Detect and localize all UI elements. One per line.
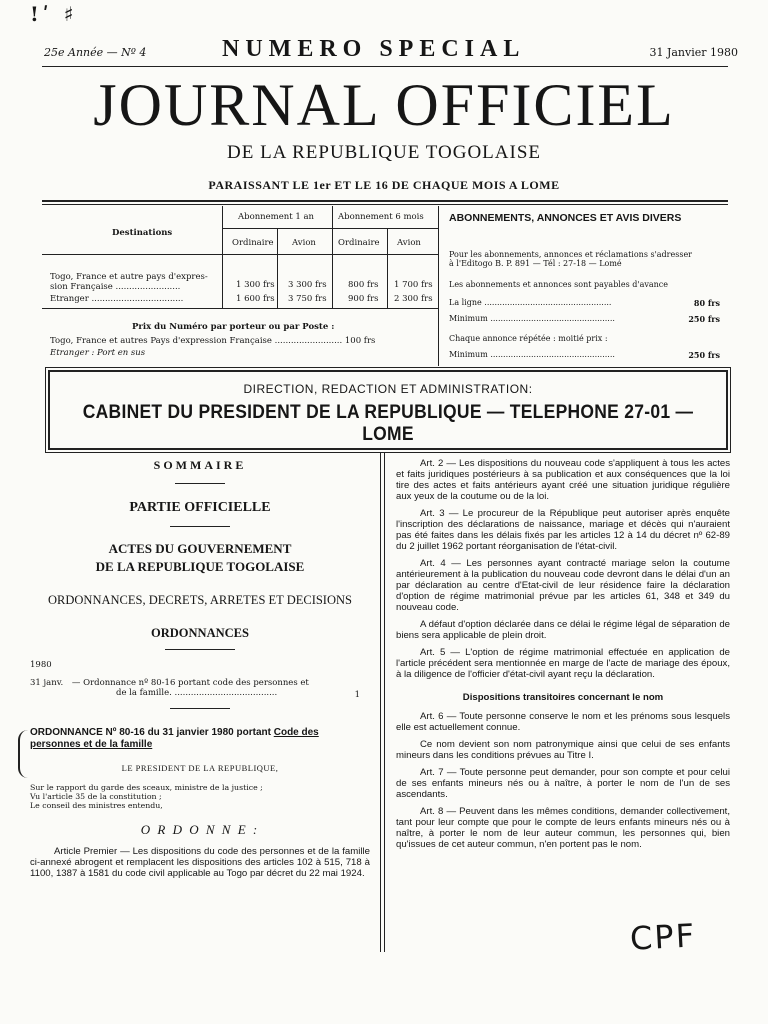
direction-box: [48, 370, 728, 450]
price-title: Prix du Numéro par porteur ou par Poste :: [132, 322, 335, 332]
direction-line2: CABINET DU PRESIDENT DE LA REPUBLIQUE — TELEPHONE 27-01 — LOME: [82, 402, 694, 445]
year-label: 1980: [30, 660, 52, 670]
six-months-label: Abonnement 6 mois: [338, 212, 424, 222]
masthead-top-row: [44, 38, 738, 66]
adverts-panel: [438, 206, 728, 366]
top-rule: [42, 66, 728, 67]
minimum2-price: 250 frs: [688, 350, 720, 360]
article-5: Art. 5 — L'option de régime matrimonial effectuée en application de l'article précédent sera mentionnée en marge de l'acte de mariage des époux, à la diligence de l'officier d'état-civil ayant reçu la déclaration.: [396, 647, 730, 680]
journal-title: JOURNAL OFFICIEL: [93, 72, 675, 138]
article-premier: Article Premier — Les dispositions du code des personnes et de la famille ci-annexé abrogent et remplacent les dispositions des articles 102 à 515, 718 à 1100, 1387 à 1581 du code civil applicable au Togo par décret du 22 mai 1924.: [30, 846, 370, 879]
row-etranger-a6: 2 300 frs: [394, 294, 433, 304]
ordonnances-decrets: ORDONNANCES, DECRETS, ARRETES ET DECISIONS: [48, 593, 352, 607]
article-3: Art. 3 — Le procureur de la République peut autoriser après enquête l'inscription des déclarations de naissance, mariage et décès qui n'auraient pas été faites dans les délais fixés par les articles 12 à 14 du décret nº 62-89 du 2 juillet 1962 portant réorganisation de l'état-civil.: [396, 508, 730, 552]
article-6: Art. 6 — Toute personne conserve le nom et les prénoms sous lesquels elle est actuellement connue.: [396, 711, 730, 733]
row-togo-a6: 1 700 frs: [394, 280, 433, 290]
article-8: Art. 8 — Peuvent dans les mêmes conditions, demander collectivement, tant pour leur compte que pour le compte de leurs enfants mineurs nés ou à naître, à porter le nom de leur auteur commun, les personnes qui, bien qu'issues de cet auteur commun, n'en portent pas le nom.: [396, 806, 730, 850]
column-divider-2: [384, 452, 385, 952]
adverts-line3: Les abonnements et annonces sont payables d'avance: [449, 280, 668, 289]
publication-frequency: PARAISSANT LE 1er ET LE 16 DE CHAQUE MOIS A LOME: [208, 178, 560, 192]
journal-subtitle: DE LA REPUBLIQUE TOGOLAISE: [227, 142, 541, 163]
issue-date: 31 Janvier 1980: [649, 46, 738, 59]
partie-officielle: PARTIE OFFICIELLE: [129, 500, 271, 515]
sommaire-entry: [30, 678, 370, 698]
entry-text: — Ordonnance nº 80-16 portant code des personnes et: [71, 678, 309, 688]
actes-line1: ACTES DU GOUVERNEMENT: [108, 541, 292, 556]
adverts-minimum-row: [449, 314, 728, 323]
one-year-label: Abonnement 1 an: [238, 212, 315, 222]
sur-line2: Vu l'article 35 de la constitution ;: [30, 792, 162, 801]
ordonnances-heading: ORDONNANCES: [151, 626, 249, 640]
margin-bracket: [18, 730, 30, 778]
year-issue: 25e Année — Nº 4: [44, 46, 147, 59]
ordonnance-title-bold: ORDONNANCE Nº 80-16 du 31 janvier 1980 portant: [30, 727, 271, 738]
adverts-ligne-row: [449, 298, 728, 307]
column-divider: [380, 452, 381, 952]
subscription-table: [42, 206, 438, 366]
ordonnance-title-underline: Code des personnes et de la famille: [30, 727, 319, 750]
president-label: LE PRESIDENT DE LA REPUBLIQUE,: [121, 763, 279, 773]
price-line: Togo, France et autres Pays d'expression Française ......................... 100 frs: [50, 336, 376, 346]
entry-page: 1: [354, 690, 360, 700]
ordonne-heading: O R D O N N E :: [140, 822, 260, 837]
row-etranger-o6: 900 frs: [348, 294, 379, 304]
partie-rule: [170, 526, 230, 527]
row-togo-a1: 3 300 frs: [288, 280, 327, 290]
sommaire-rule: [175, 483, 225, 484]
actes-line2: DE LA REPUBLIQUE TOGOLAISE: [95, 559, 305, 574]
adverts-minimum2-row: [449, 350, 728, 359]
transitoires-heading: Dispositions transitoires concernant le nom: [462, 692, 664, 703]
article-4: Art. 4 — Les personnes ayant contracté mariage selon la coutume antérieurement à la publication du nouveau code devront dans le délai d'un an par déclaration au centre d'Etat-civil de leur résidence faire la déclaration d'option de régime matrimonial prévue par les articles 61, 348 et 349 du nouveau code.: [396, 558, 730, 613]
destinations-label: Destinations: [112, 228, 173, 238]
article-6-b: Ce nom devient son nom patronymique ainsi que celui de ses enfants mineurs dans les conditions prévues au Titre I.: [396, 739, 730, 761]
sur-line1: Sur le rapport du garde des sceaux, ministre de la justice ;: [30, 783, 263, 792]
adverts-line2: à l'Editogo B. P. 891 — Tél : 27-18 — Lomé: [449, 259, 622, 268]
adverts-line1: Pour les abonnements, annonces et réclamations s'adresser: [449, 250, 692, 259]
header-rule: [42, 200, 728, 202]
special-issue-label: NUMERO SPECIAL: [222, 36, 526, 62]
handwritten-signature: CPF: [629, 916, 697, 958]
row-etranger-o1: 1 600 frs: [236, 294, 275, 304]
entry-date: 31 janv.: [30, 678, 64, 688]
vu-block: [30, 783, 370, 810]
sommaire-title: SOMMAIRE: [153, 458, 247, 472]
ligne-label: La ligne ..................................................: [449, 298, 612, 307]
article-2: Art. 2 — Les dispositions du nouveau code s'appliquent à tous les actes et faits juridiques postérieurs à sa publication et aux conséquences que la loi tire des actes et faits antérieurs ayant créé une situation juridique régulière aux yeux de la coutume ou de la loi.: [396, 458, 730, 502]
row-togo-dest: Togo, France et autre pays d'expres-: [50, 272, 208, 282]
entry-rule: [170, 708, 230, 709]
direction-line1: DIRECTION, REDACTION ET ADMINISTRATION:: [243, 382, 533, 396]
minimum-label: Minimum .................................................: [449, 314, 615, 323]
adverts-heading: ABONNEMENTS, ANNONCES ET AVIS DIVERS: [449, 212, 682, 224]
avion-6-label: Avion: [397, 238, 421, 248]
row-togo-dest2: sion Française ........................: [50, 282, 181, 292]
right-column: [396, 458, 730, 856]
row-togo-o6: 800 frs: [348, 280, 379, 290]
avion-1-label: Avion: [292, 238, 316, 248]
ordinaire-1-label: Ordinaire: [232, 238, 274, 248]
sur-line3: Le conseil des ministres entendu,: [30, 801, 163, 810]
left-column: [30, 458, 370, 879]
minimum2-label: Minimum .................................................: [449, 350, 615, 359]
article-7: Art. 7 — Toute personne peut demander, pour son compte et pour celui de ses enfants mineurs nés ou à naître, à porter le nom de l'un de ses ascendants.: [396, 767, 730, 800]
row-etranger-a1: 3 750 frs: [288, 294, 327, 304]
ordonnance-title: [30, 727, 370, 751]
foreign-line: Etranger : Port en sus: [50, 348, 146, 358]
adverts-repeat: Chaque annonce répétée : moitié prix :: [449, 334, 608, 343]
ordonnances-rule: [165, 649, 235, 650]
ordinaire-6-label: Ordinaire: [338, 238, 380, 248]
corner-mark: !ʹ ♯: [30, 2, 78, 26]
header-rule-thin: [42, 204, 728, 205]
row-etranger-dest: Etranger ..................................: [50, 294, 184, 304]
entry-text2: de la famille. ......................................: [116, 688, 278, 698]
ligne-price: 80 frs: [693, 298, 720, 308]
article-4-b: A défaut d'option déclarée dans ce délai le régime légal de séparation de biens sera applicable de plein droit.: [396, 619, 730, 641]
row-togo-o1: 1 300 frs: [236, 280, 275, 290]
minimum-price: 250 frs: [688, 314, 720, 324]
